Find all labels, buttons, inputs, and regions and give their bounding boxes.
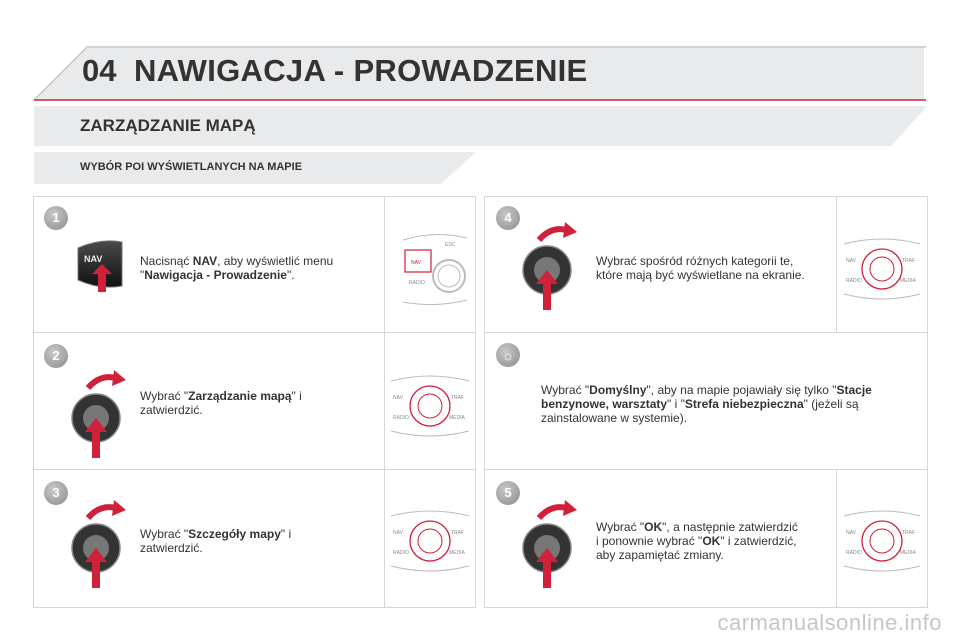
esc-nav-panel-illustration [395,220,475,310]
nav-button-label: NAV [84,254,103,264]
svg-text:TRAF: TRAF [451,395,465,401]
step-badge-4: 4 [496,206,520,230]
nav-button-illustration [70,236,130,296]
control-dial-illustration-2 [385,365,475,445]
rotary-knob-illustration-5 [517,500,583,590]
svg-text:MEDIA: MEDIA [449,550,465,556]
control-dial-illustration-4 [838,228,926,308]
svg-text:NAV: NAV [846,258,856,264]
right-panel-separator-bottom [836,469,837,608]
svg-text:NAV: NAV [393,395,403,401]
right-panel-divider-2 [484,469,928,470]
svg-text:ESC: ESC [445,242,456,248]
left-panel-divider-1 [33,332,476,333]
step-5-text: Wybrać "OK", a następnie zatwierdzić i ponownie wybrać "OK" i zatwierdzić, aby zapamiętać zmiany. [596,520,798,562]
control-dial-illustration-5 [838,500,926,580]
svg-text:MEDIA: MEDIA [900,550,916,556]
svg-text:RADIO: RADIO [409,280,425,286]
rotary-knob-illustration-4 [517,222,583,312]
subsection-title: WYBÓR POI WYŚWIETLANYCH NA MAPIE [80,161,303,173]
left-panel-divider-2 [33,469,476,470]
chapter-number: 04 [82,53,117,88]
step-badge-3: 3 [44,481,68,505]
svg-text:RADIO: RADIO [393,550,409,556]
svg-text:RADIO: RADIO [393,415,409,421]
step-1-text: Nacisnąć NAV, aby wyświetlić menu "Nawigacja - Prowadzenie". [140,254,334,282]
step-2-text: Wybrać "Zarządzanie mapą" i zatwierdzić. [140,389,302,417]
svg-text:NAV: NAV [411,260,421,266]
control-dial-illustration-3 [385,500,475,580]
svg-text:MEDIA: MEDIA [900,278,916,284]
watermark: carmanualsonline.info [717,610,942,635]
svg-text:NAV: NAV [393,530,403,536]
step-badge-1: 1 [44,206,68,230]
svg-text:MEDIA: MEDIA [449,415,465,421]
section-title: ZARZĄDZANIE MAPĄ [80,116,256,135]
svg-text:NAV: NAV [846,530,856,536]
tip-text: Wybrać "Domyślny", aby na mapie pojawiały się tylko "Stacje benzynowe, warsztaty" i "Strefa niebezpieczna" (jeżeli są zainstalowane w systemie). [541,383,872,425]
tip-lightbulb-icon: ☼ [496,343,520,367]
step-4-text: Wybrać spośród różnych kategorii te, które mają być wyświetlane na ekranie. [596,254,805,282]
rotary-knob-illustration-3 [66,500,132,590]
rotary-knob-illustration-2 [66,370,132,460]
svg-text:TRAF: TRAF [902,530,916,536]
right-panel-divider-1 [484,332,928,333]
chapter-title: NAWIGACJA - PROWADZENIE [134,53,588,88]
step-3-text: Wybrać "Szczegóły mapy" i zatwierdzić. [140,527,292,555]
step-badge-5: 5 [496,481,520,505]
svg-text:RADIO: RADIO [846,278,862,284]
svg-text:TRAF: TRAF [902,258,916,264]
step-badge-2: 2 [44,344,68,368]
svg-text:TRAF: TRAF [451,530,465,536]
right-panel-separator-top [836,196,837,333]
svg-text:RADIO: RADIO [846,550,862,556]
